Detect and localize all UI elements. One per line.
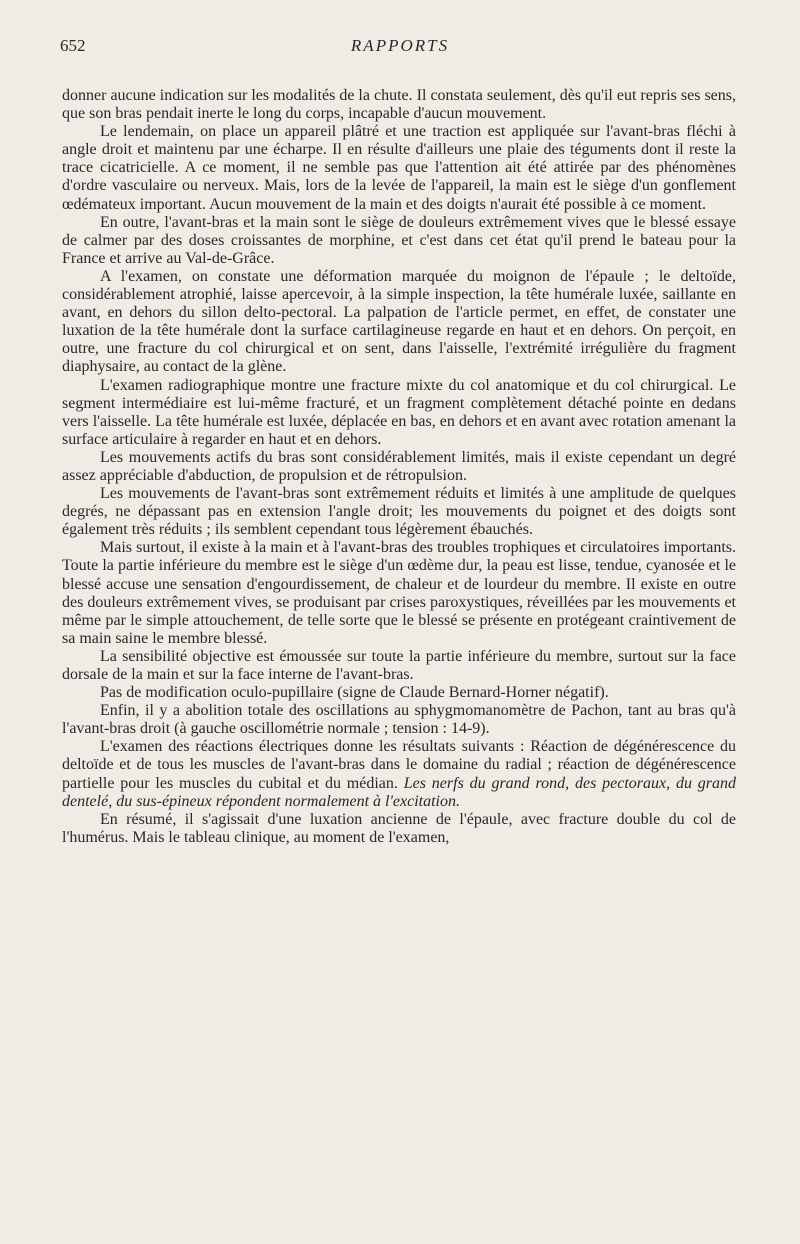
paragraph: La sensibilité objective est émoussée sur toute la partie inférieure du membre, surtout sur la face dorsale de la main et sur la face interne de l'avant-bras. [62, 647, 736, 683]
paragraph: Mais surtout, il existe à la main et à l'avant-bras des troubles trophiques et circulatoires importants. Toute la partie inférieure du membre est le siège d'un œdème dur, la peau est lisse, tendue, cyanosée et le blessé accuse une sensation d'engourdissement, de chaleur et de lourdeur du membre. Il existe en outre des douleurs extrêmement vives, se produisant par crises paroxystiques, réveillées par les mouvements et même par le simple attouchement, de telle sorte que le blessé se présente en protégeant craintivement de sa main saine le membre blessé. [62, 539, 736, 647]
paragraph: Pas de modification oculo-pupillaire (signe de Claude Bernard-Horner négatif). [100, 684, 609, 702]
page-header [60, 36, 740, 58]
paragraph: A l'examen, on constate une déformation marquée du moignon de l'épaule ; le deltoïde, considérablement atrophié, laisse apercevoir, à la simple inspection, la tête humérale luxée, saillante en avant, en dehors du sillon delto-pectoral. La palpation de l'article permet, en effet, de constater une luxation de la tête humérale dont la surface cartilagineuse regarde en haut et en dehors. On perçoit, en outre, une fracture du col chirurgical et on sent, dans l'aisselle, l'extrémité irrégulière du fragment diaphysaire, au contact de la glène. [62, 267, 736, 376]
paragraph: Enfin, il y a abolition totale des oscillations au sphygmomanomètre de Pachon, tant au bras qu'à l'avant-bras droit (à gauche oscillométrie normale ; tension : 14-9). [62, 702, 736, 738]
paragraph: Les mouvements de l'avant-bras sont extrêmement réduits et limités à une amplitude de quelques degrés, ne dépassant pas en extension l'angle droit; les mouvements du poignet et des doigts sont également très réduits ; ils semblent cependant tous légèrement ébauchés. [62, 485, 736, 539]
paragraph: Le lendemain, on place un appareil plâtré et une traction est appliquée sur l'avant-bras fléchi à angle droit et maintenu par une écharpe. Il en résulte d'ailleurs une plaie des téguments dont il reste la trace cicatricielle. A ce moment, il ne semble pas que l'attention ait été attirée par des phénomènes d'ordre vasculaire ou nerveux. Mais, lors de la levée de l'appareil, la main est le siège d'un gonflement œdémateux important. Aucun mouvement de la main et des doigts n'aurait été possible à ce moment. [62, 123, 736, 213]
italic-note: Les nerfs du grand rond, des pectoraux, du grand dentelé, du sus-épineux répondent normalement à l'excitation. [62, 774, 736, 810]
paragraph: Les mouvements actifs du bras sont considérablement limités, mais il existe cependant un degré assez appréciable d'abduction, de propulsion et de rétropulsion. [62, 448, 736, 484]
paragraph: L'examen radiographique montre une fracture mixte du col anatomique et du col chirurgical. Le segment intermédiaire est lui-même fracturé, et un fragment complètement détaché pointe en dedans vers l'aisselle. La tête humérale est luxée, déplacée en bas, en dehors et en avant avec rotation amenant la surface articulaire à regarder en haut et en dehors. [62, 376, 736, 448]
paragraph: En outre, l'avant-bras et la main sont le siège de douleurs extrêmement vives que le blessé essaye de calmer par des doses croissantes de morphine, et c'est dans cet état qu'il prend le bateau pour la France et arrive au Val-de-Grâce. [62, 213, 736, 267]
body-text [62, 87, 736, 847]
running-title: RAPPORTS [350, 36, 450, 55]
page-number: 652 [60, 36, 86, 55]
paragraph: En résumé, il s'agissait d'une luxation ancienne de l'épaule, avec fracture double du col de l'humérus. Mais le tableau clinique, au moment de l'examen, [62, 810, 736, 846]
paragraph: L'examen des réactions électriques donne les résultats suivants : Réaction de dégénérescence du deltoïde et de tous les muscles de l'avant-bras dans le domaine du radial ; réaction de dégénérescence partielle pour les muscles du cubital et du médian. Les nerfs du grand rond, des pectoraux, du grand dentelé, du sus-épineux répondent normalement à l'excitation. [62, 738, 736, 810]
paragraph: donner aucune indication sur les modalités de la chute. Il constata seulement, dès qu'il eut repris ses sens, que son bras pendait inerte le long du corps, incapable d'aucun mouvement. [62, 87, 736, 123]
